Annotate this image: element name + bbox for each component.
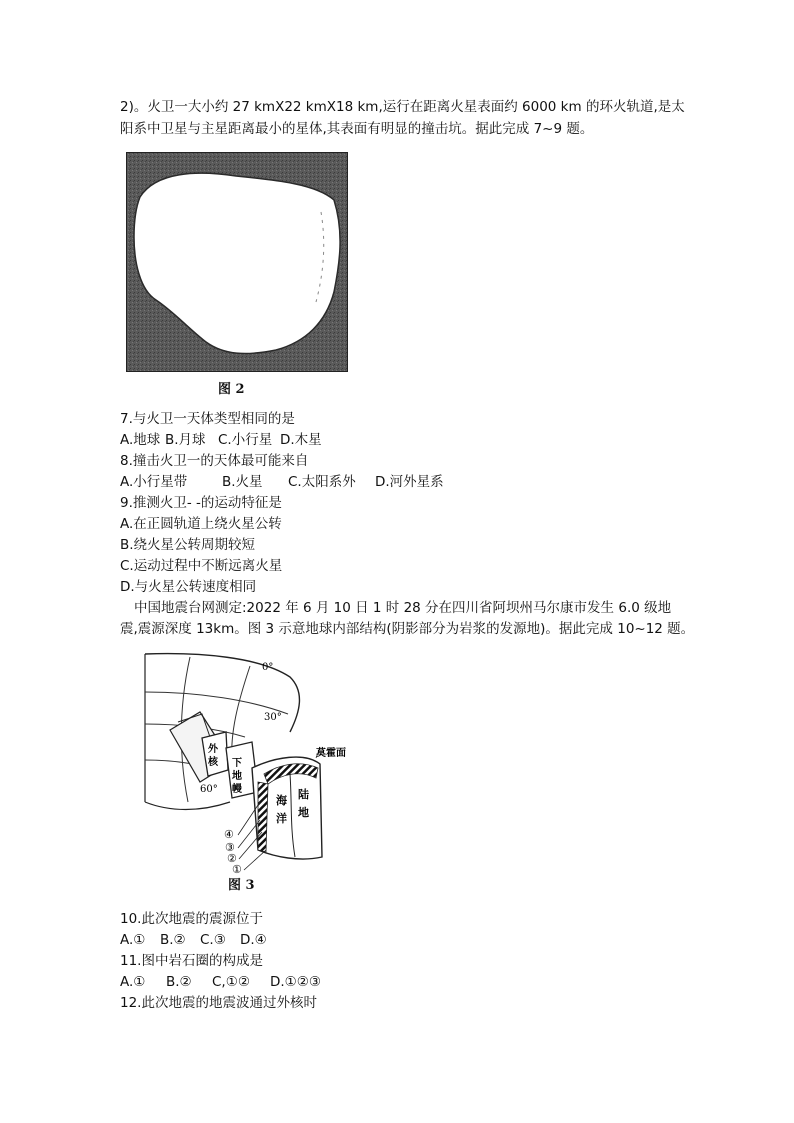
q10-options bbox=[120, 930, 267, 950]
label-land-1: 陆 bbox=[298, 788, 309, 801]
label-ocean-1: 海 bbox=[276, 794, 287, 807]
q7-option-d: D.木星 bbox=[280, 432, 322, 448]
q11-stem: 11.图中岩石圈的构成是 bbox=[120, 953, 263, 969]
q7-option-b: B.月球 bbox=[165, 432, 206, 448]
figure-3-caption: 图 3 bbox=[228, 878, 255, 893]
intro2-line2: 震,震源深度 13km。图 3 示意地球内部结构(阴影部分为岩浆的发源地)。据此完成 10~12 题。 bbox=[120, 621, 695, 637]
q9-option-d: D.与火星公转速度相同 bbox=[120, 579, 257, 595]
q11-option-c: C,①② bbox=[212, 974, 250, 990]
q8-option-a: A.小行星带 bbox=[120, 474, 188, 490]
q11-option-d: D.①②③ bbox=[270, 974, 321, 990]
label-outer-core-1: 外 bbox=[208, 744, 218, 755]
q10-option-a: A.① bbox=[120, 932, 146, 948]
q7-stem: 7.与火卫一天体类型相同的是 bbox=[120, 411, 295, 427]
q8-option-d: D.河外星系 bbox=[375, 474, 444, 490]
label-land-2: 地 bbox=[298, 806, 309, 819]
label-lat60: 60° bbox=[200, 784, 218, 795]
q7-options bbox=[120, 430, 322, 450]
q8-option-c: C.太阳系外 bbox=[288, 474, 356, 490]
intro1-line2: 阳系中卫星与主星距离最小的星体,其表面有明显的撞击坑。据此完成 7~9 题。 bbox=[120, 121, 594, 137]
label-lat0: 0° bbox=[262, 662, 274, 673]
q11-options bbox=[120, 972, 321, 992]
label-moho: 莫霍面 bbox=[316, 748, 346, 759]
label-lower-mantle-2: 地 bbox=[232, 771, 242, 782]
q9-option-a: A.在正圆轨道上绕火星公转 bbox=[120, 516, 282, 532]
q10-option-b: B.② bbox=[160, 932, 186, 948]
q10-stem: 10.此次地震的震源位于 bbox=[120, 911, 263, 927]
q11-option-b: B.② bbox=[166, 974, 192, 990]
q10-option-d: D.④ bbox=[240, 932, 267, 948]
q8-stem: 8.撞击火卫一的天体最可能来自 bbox=[120, 453, 309, 469]
q7-option-c: C.小行星 bbox=[218, 432, 273, 448]
q7-option-a: A.地球 bbox=[120, 432, 161, 448]
figure-2-caption: 图 2 bbox=[218, 382, 245, 397]
q12-stem: 12.此次地震的地震波通过外核时 bbox=[120, 995, 317, 1011]
q11-option-a: A.① bbox=[120, 974, 146, 990]
marker-1: ① bbox=[232, 863, 242, 874]
intro2-line1: 中国地震台网测定:2022 年 6 月 10 日 1 时 28 分在四川省阿坝州马尔康市发生 6.0 级地 bbox=[134, 600, 672, 616]
marker-3: ③ bbox=[225, 841, 235, 854]
q8-option-b: B.火星 bbox=[222, 474, 263, 490]
q9-option-b: B.绕火星公转周期较短 bbox=[120, 537, 256, 553]
figure-2-phobos-image bbox=[126, 152, 348, 372]
intro1-line1: 2)。火卫一大小约 27 kmX22 kmX18 km,运行在距离火星表面约 6000 km 的环火轨道,是太 bbox=[120, 99, 685, 115]
label-outer-core-2: 核 bbox=[208, 757, 218, 768]
marker-4: ④ bbox=[224, 828, 234, 841]
figure-3-earth-structure bbox=[140, 652, 370, 874]
label-lower-mantle-1: 下 bbox=[232, 758, 242, 769]
label-lat30: 30° bbox=[264, 712, 282, 723]
q9-option-c: C.运动过程中不断远离火星 bbox=[120, 558, 283, 574]
label-ocean-2: 洋 bbox=[276, 812, 287, 825]
label-lower-mantle-3: 幔 bbox=[232, 784, 242, 795]
marker-2: ② bbox=[227, 852, 237, 865]
q8-options bbox=[120, 472, 444, 492]
q10-option-c: C.③ bbox=[200, 932, 226, 948]
q9-stem: 9.推测火卫- -的运动特征是 bbox=[120, 495, 282, 511]
